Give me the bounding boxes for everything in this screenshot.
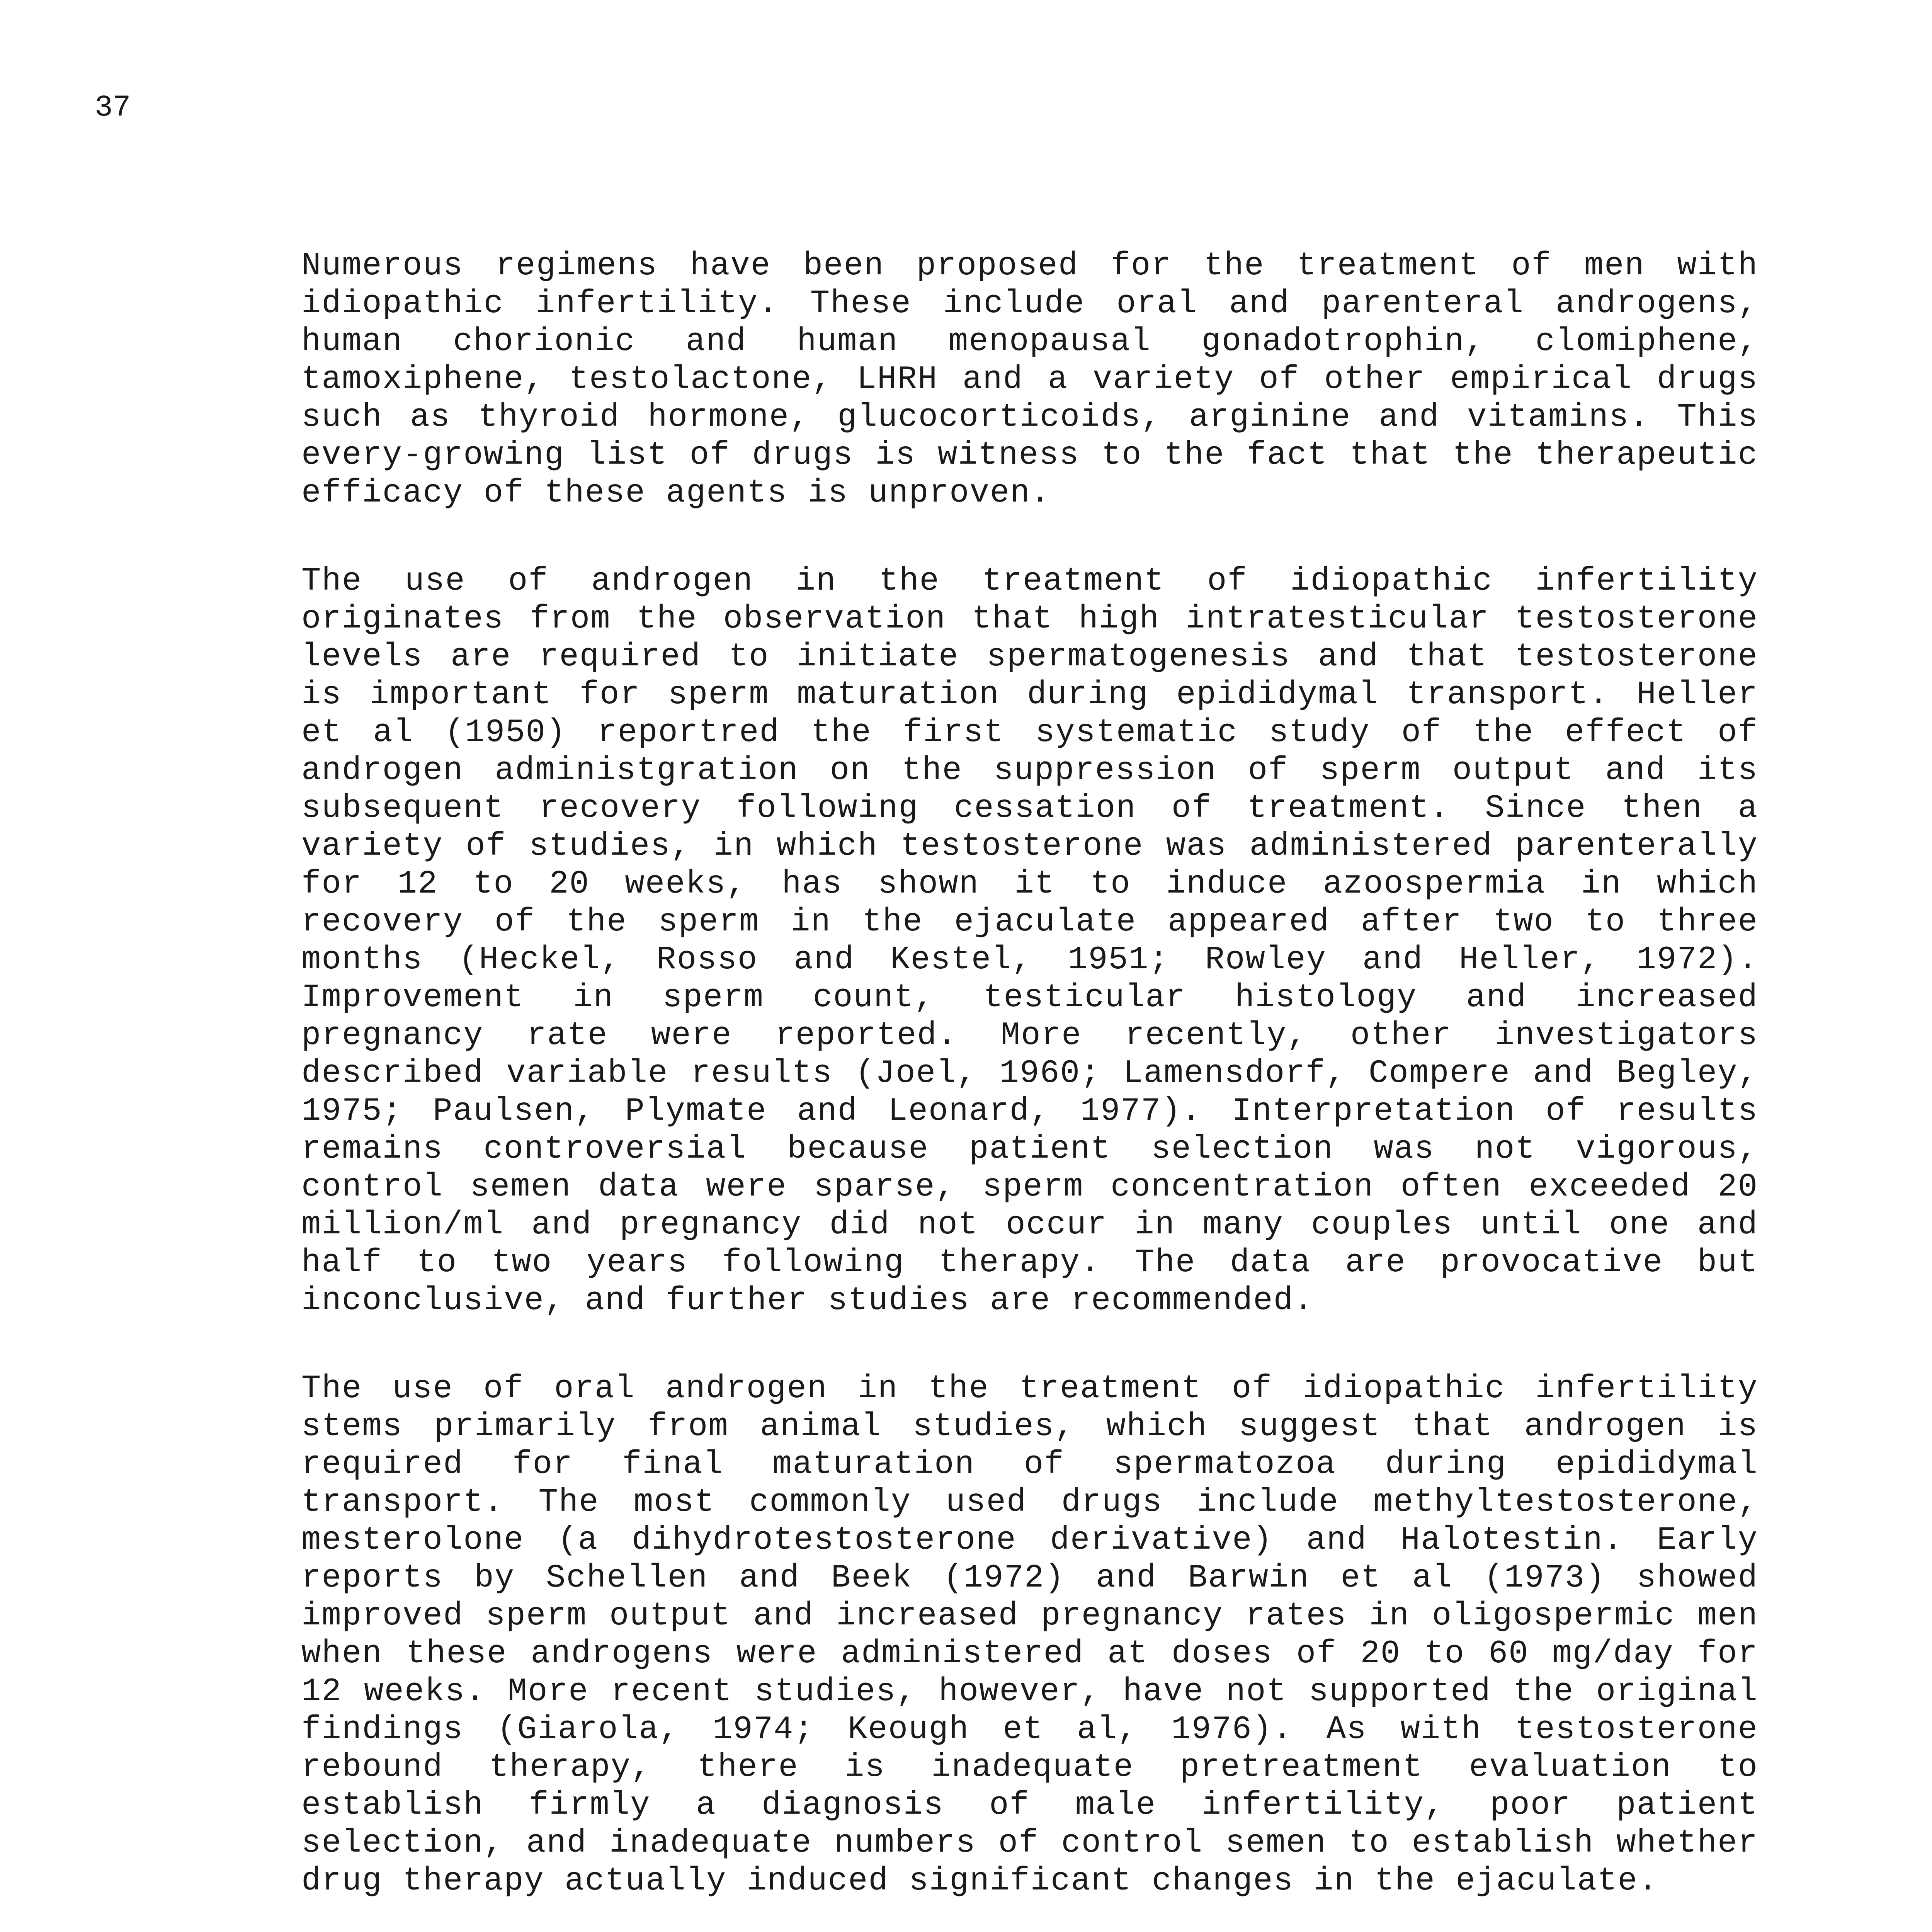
- paragraph-oral-androgen: The use of oral androgen in the treatment of idiopathic infertility stems primarily from animal studies, which suggest that androgen is required for final maturation of spermatozoa during epididymal transport. The most commonly used drugs include methyltestosterone, mesterolone (a dihydrotestosterone derivative) and Halotestin. Early reports by Schellen and Beek (1972) and Barwin et al (1973) showed improved sperm output and increased pregnancy rates in oligospermic men when these androgens were administered at doses of 20 to 60 mg/day for 12 weeks. More recent studies, however, have not supported the original findings (Giarola, 1974; Keough et al, 1976). As with testosterone rebound therapy, there is inadequate pretreatment evaluation to establish firmly a diagnosis of male infertility, poor patient selection, and inadequate numbers of control semen to establish whether drug therapy actually induced significant changes in the ejaculate.: [301, 1371, 1758, 1900]
- page-number: 37: [95, 91, 131, 125]
- paragraph-treatment-regimens: Numerous regimens have been proposed for the treatment of men with idiopathic infertility. These include oral and parenteral androgens, human chorionic and human menopausal gonadotrophin, clomiphene, tamoxiphene, testolactone, LHRH and a variety of other empirical drugs such as thyroid hormone, glucocorticoids, arginine and vitamins. This every-growing list of drugs is witness to the fact that the therapeutic efficacy of these agents is unproven.: [301, 248, 1758, 512]
- paragraph-androgen-therapy: The use of androgen in the treatment of idiopathic infertility originates from the observation that high intratesticular testosterone levels are required to initiate spermatogenesis and that testosterone is important for sperm maturation during epididymal transport. Heller et al (1950) reportred the first systematic study of the effect of androgen administgration on the suppression of sperm output and its subsequent recovery following cessation of treatment. Since then a variety of studies, in which testosterone was administered parenterally for 12 to 20 weeks, has shown it to induce azoospermia in which recovery of the sperm in the ejaculate appeared after two to three months (Heckel, Rosso and Kestel, 1951; Rowley and Heller, 1972). Improvement in sperm count, testicular histology and increased pregnancy rate were reported. More recently, other investigators described variable results (Joel, 1960; Lamensdorf, Compere and Begley, 1975; Paulsen, Plymate and Leonard, 1977). Interpretation of results remains controversial because patient selection was not vigorous, control semen data were sparse, sperm concentration often exceeded 20 million/ml and pregnancy did not occur in many couples until one and half to two years following therapy. The data are provocative but inconclusive, and further studies are recommended.: [301, 563, 1758, 1319]
- body-text: [301, 247, 1758, 1932]
